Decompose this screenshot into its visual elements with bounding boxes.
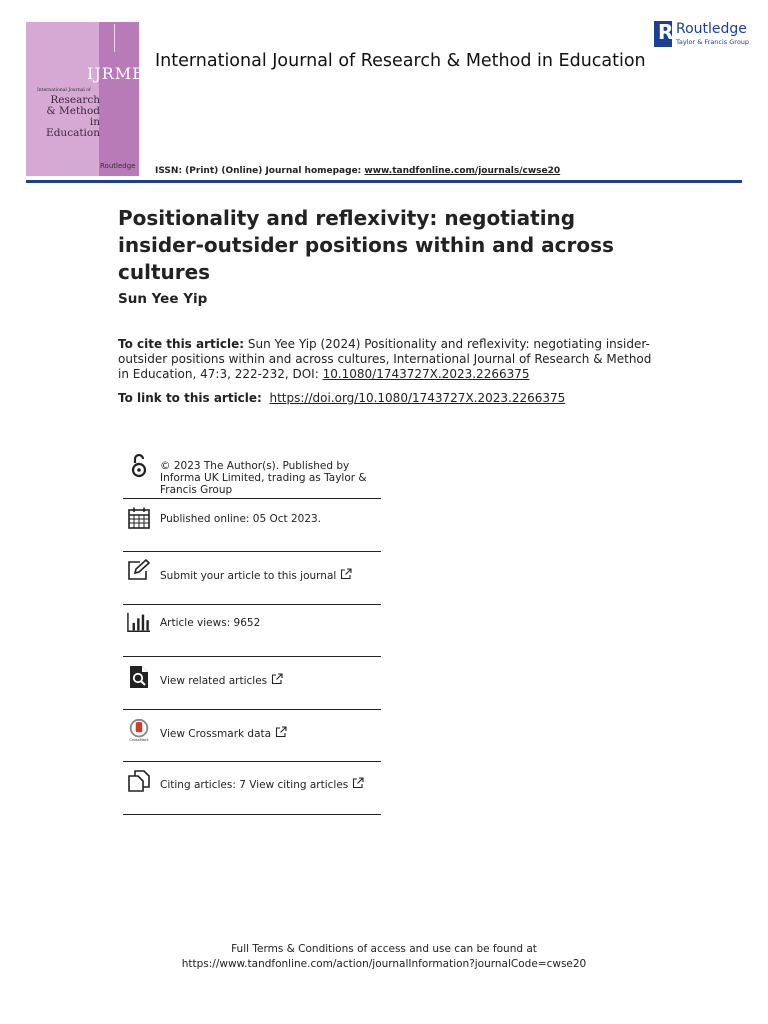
journal-title: International Journal of Research & Method in Education	[155, 51, 646, 71]
license-text: © 2023 The Author(s). Published by Informa UK Limited, trading as Taylor & Francis Group	[160, 460, 367, 496]
publisher-logo[interactable]	[654, 21, 754, 49]
external-link-icon	[271, 673, 283, 685]
crossmark-link[interactable]	[160, 726, 382, 740]
external-link-icon	[340, 568, 352, 580]
related-articles-label: View related articles	[160, 675, 268, 687]
divider	[123, 761, 381, 762]
link-to-article	[118, 391, 565, 405]
bar-chart-icon	[127, 610, 151, 634]
cover-subtitle: International Journal of	[37, 88, 91, 93]
crossmark-icon	[127, 718, 151, 742]
related-articles-link[interactable]	[160, 673, 382, 687]
crossmark-label: View Crossmark data	[160, 728, 272, 740]
footer-terms-text: Full Terms & Conditions of access and use can be found at	[231, 943, 537, 955]
submit-article-label: Submit your article to this journal	[160, 570, 337, 582]
cover-decoration	[114, 24, 139, 52]
edit-icon	[127, 558, 151, 582]
article-url-link[interactable]: https://doi.org/10.1080/1743727X.2023.2266375	[269, 391, 566, 405]
footer-terms-url[interactable]: https://www.tandfonline.com/action/journalInformation?journalCode=cwse20	[181, 958, 587, 970]
routledge-r-icon: R	[654, 21, 672, 47]
cite-label: To cite this article:	[118, 337, 245, 351]
published-date: Published online: 05 Oct 2023.	[160, 513, 322, 525]
cover-title-line: & Method	[46, 105, 100, 117]
article-views: Article views: 9652	[160, 617, 261, 629]
citing-articles-link[interactable]	[160, 777, 382, 791]
cover-publisher-mark: Routledge	[100, 162, 136, 170]
calendar-icon	[127, 506, 151, 530]
external-link-icon	[275, 726, 287, 738]
cover-title-line: in Education	[46, 116, 100, 139]
publisher-name: Routledge	[676, 21, 747, 37]
search-document-icon	[127, 665, 151, 689]
divider	[123, 551, 381, 552]
divider	[123, 814, 381, 815]
doi-link[interactable]: 10.1080/1743727X.2023.2266375	[322, 367, 530, 381]
citing-articles-icon	[127, 769, 151, 793]
journal-cover-image[interactable]	[26, 22, 145, 176]
cover-abbreviation: IJRME	[87, 64, 145, 83]
citation	[118, 337, 658, 382]
divider	[123, 498, 381, 499]
citing-articles-label: Citing articles: 7 View citing articles	[160, 779, 349, 791]
external-link-icon	[352, 777, 364, 789]
cover-title-line: Research	[50, 94, 100, 106]
issn-line	[155, 166, 560, 176]
journal-homepage-link[interactable]: www.tandfonline.com/journals/cwse20	[364, 166, 561, 176]
article-author: Sun Yee Yip	[118, 291, 208, 307]
svg-text:CrossMark: CrossMark	[129, 738, 149, 743]
footer	[0, 942, 768, 972]
article-title: Positionality and reflexivity: negotiating insider-outsider positions within and across cultures	[118, 206, 614, 284]
divider	[123, 709, 381, 710]
link-label: To link to this article:	[118, 391, 262, 405]
cite-text: Sun Yee Yip (2024) Positionality and reflexivity: negotiating insider-outsider positions within and across cultures, International Journal of Research & Method in Education, 47:3, 222-232, DOI:	[118, 337, 652, 381]
publisher-group: Taylor & Francis Group	[676, 38, 750, 46]
submit-article-link[interactable]	[160, 568, 382, 582]
header-rule	[26, 180, 742, 183]
divider	[123, 604, 381, 605]
open-access-icon	[127, 454, 151, 478]
divider	[123, 656, 381, 657]
cover-title	[34, 95, 100, 139]
issn-text: ISSN: (Print) (Online) Journal homepage:	[155, 166, 365, 176]
